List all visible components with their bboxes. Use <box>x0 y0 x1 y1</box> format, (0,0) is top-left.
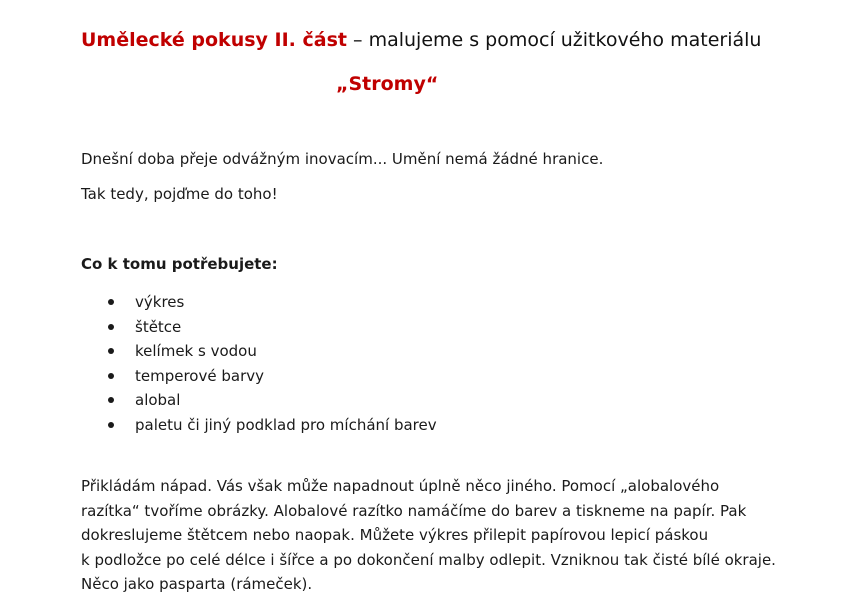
bullet-icon <box>108 373 114 379</box>
list-item-text: výkres <box>135 293 185 311</box>
bullet-icon <box>108 397 114 403</box>
description-line: k podložce po celé délce i šířce a po dokončení malby odlepit. Vzniknou tak čisté bílé okraje. <box>81 550 776 569</box>
bullet-icon <box>108 299 114 305</box>
title-red-part: Umělecké pokusy II. část <box>81 29 347 51</box>
list-item-text: štětce <box>135 317 182 336</box>
description-line: Přikládám nápad. Vás však může napadnout úplně něco jiného. Pomocí „alobalového <box>81 477 720 495</box>
list-item-text: kelímek s vodou <box>135 342 257 361</box>
description-line: Něco jako pasparta (rámeček). <box>81 575 313 593</box>
bullet-icon <box>108 324 114 330</box>
bullet-icon <box>108 348 114 354</box>
intro-paragraph-1: Dnešní doba přeje odvážným inovacím... Umění nemá žádné hranice. <box>81 150 604 168</box>
description-paragraph <box>81 474 776 597</box>
list-item-text: alobal <box>135 391 181 410</box>
description-line: razítka“ tvoříme obrázky. Alobalové razítko namáčíme do barev a tiskneme na papír. Pak <box>81 501 747 520</box>
materials-heading: Co k tomu potřebujete: <box>81 255 278 273</box>
title-rest-part: – malujeme s pomocí užitkového materiálu <box>346 29 762 51</box>
list-item-text: temperové barvy <box>135 366 264 385</box>
intro-paragraph-2: Tak tedy, pojďme do toho! <box>81 185 278 203</box>
description-line: dokreslujeme štětcem nebo naopak. Můžete výkres přilepit papírovou lepicí páskou <box>81 526 709 544</box>
bullet-icon <box>108 422 114 428</box>
list-item-text: paletu či jiný podklad pro míchání barev <box>135 415 437 434</box>
page-title <box>81 29 761 51</box>
page-subtitle: „Stromy“ <box>336 73 439 95</box>
